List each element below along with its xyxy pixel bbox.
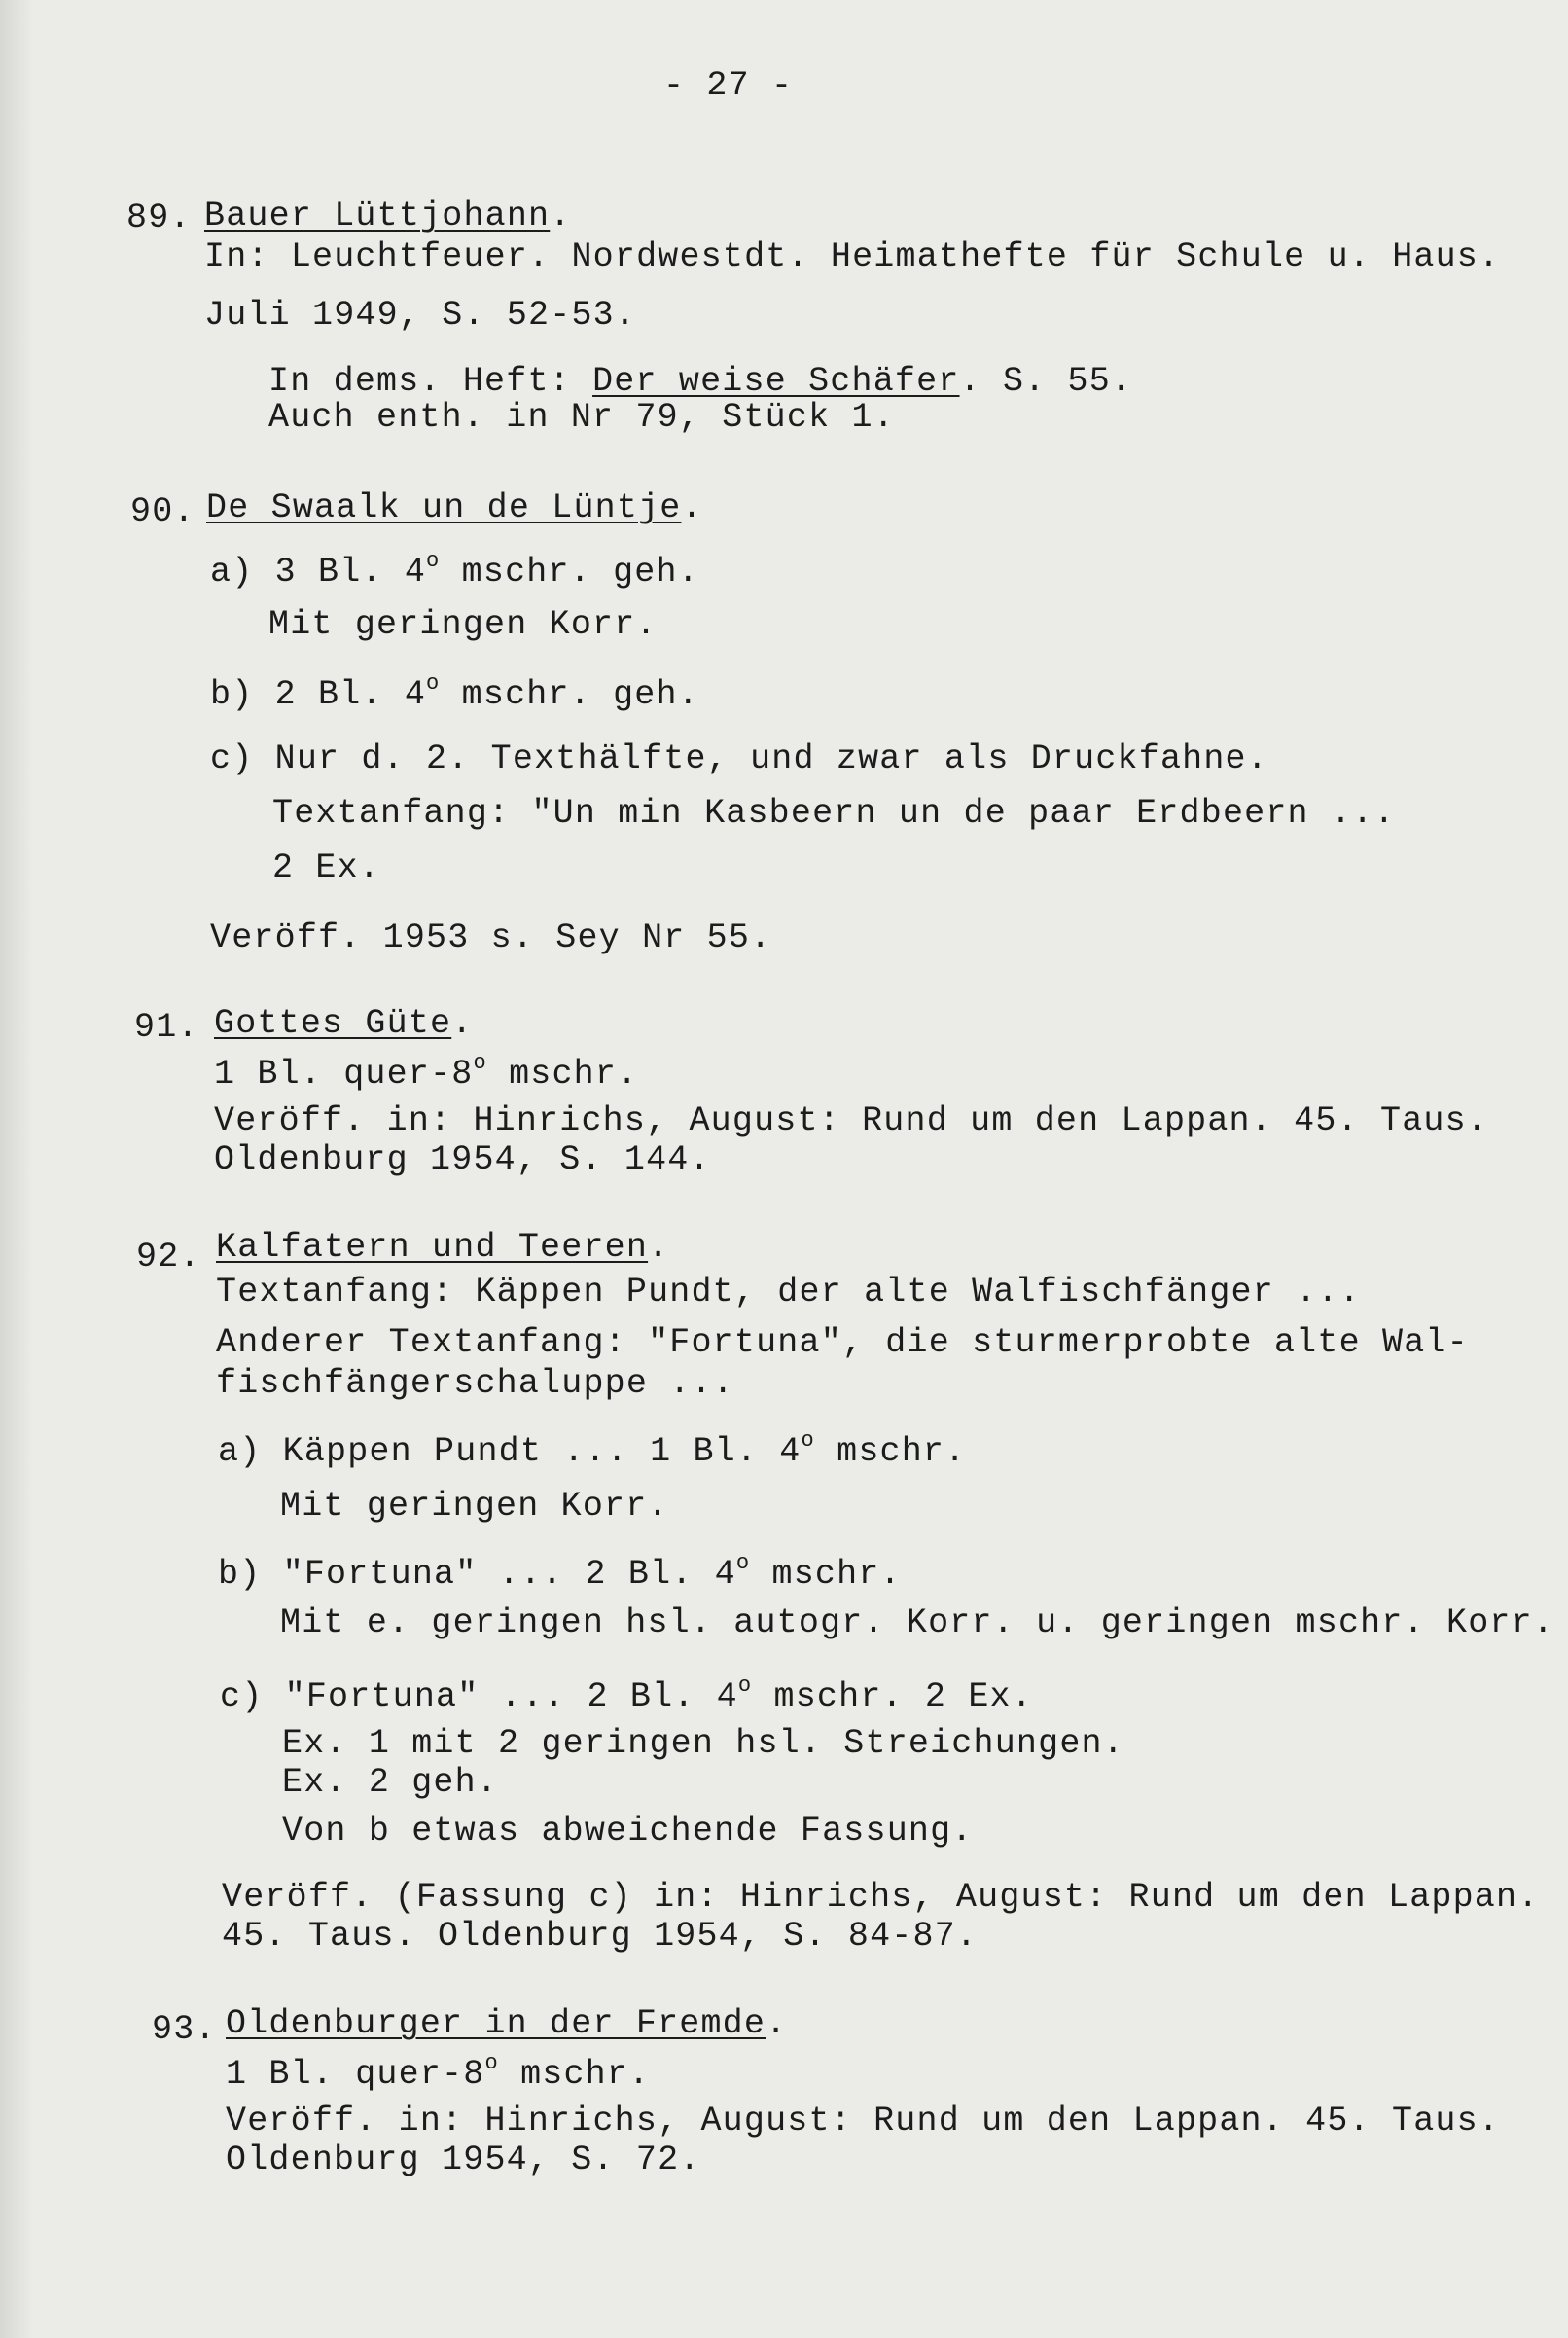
- item-note: Ex. 1 mit 2 geringen hsl. Streichungen.: [282, 1724, 1124, 1763]
- page-number: - 27 -: [663, 66, 794, 105]
- degree-mark: o: [735, 1551, 751, 1575]
- publication-line: Oldenburg 1954, S. 144.: [214, 1140, 711, 1179]
- title-period: .: [681, 488, 703, 527]
- title-period: .: [648, 1228, 670, 1267]
- description-line: [226, 2051, 651, 2094]
- note-suffix: . S. 55.: [959, 362, 1133, 401]
- item-b: [210, 671, 699, 714]
- entry-title-line: [226, 2004, 787, 2043]
- degree-mark: o: [473, 1051, 487, 1075]
- binding-shadow: [0, 0, 33, 2338]
- item-text: a) Käppen Pundt ... 1 Bl. 4: [218, 1432, 802, 1471]
- item-text: b) 2 Bl. 4: [210, 675, 427, 714]
- publication-line: Veröff. in: Hinrichs, August: Rund um den Lappan. 45. Taus.: [214, 1101, 1489, 1140]
- item-text: b) "Fortuna" ... 2 Bl. 4: [218, 1555, 736, 1594]
- entry-number: 93.: [152, 2010, 217, 2049]
- entry-title: Kalfatern und Teeren: [216, 1228, 649, 1267]
- note-line: [268, 362, 1132, 401]
- title-period: .: [550, 197, 572, 235]
- item-note: Von b etwas abweichende Fassung.: [282, 1812, 974, 1851]
- item-note: Textanfang: "Un min Kasbeern un de paar Erdbeern ...: [272, 794, 1396, 833]
- description-line: [214, 1051, 639, 1094]
- item-note: 2 Ex.: [272, 848, 381, 887]
- text-incipit: fischfängerschaluppe ...: [216, 1364, 734, 1403]
- entry-title: Oldenburger in der Fremde: [226, 2004, 766, 2043]
- item-text: 1 Bl. quer-8: [226, 2055, 485, 2094]
- entry-number: 90.: [130, 492, 196, 531]
- item-text: mschr.: [814, 1432, 967, 1471]
- entry-title: De Swaalk un de Lüntje: [206, 488, 682, 527]
- item-c: c) Nur d. 2. Texthälfte, und zwar als Druckfahne.: [210, 739, 1268, 778]
- item-b: [218, 1551, 902, 1594]
- degree-mark: o: [484, 2051, 499, 2075]
- entry-number: 92.: [136, 1238, 201, 1277]
- degree-mark: o: [737, 1673, 753, 1698]
- title-period: .: [766, 2004, 788, 2043]
- entry-title-line: [216, 1228, 669, 1267]
- item-note: Mit geringen Korr.: [280, 1487, 669, 1526]
- degree-mark: o: [801, 1428, 815, 1453]
- item-text: c) "Fortuna" ... 2 Bl. 4: [220, 1677, 738, 1716]
- source-line: In: Leuchtfeuer. Nordwestdt. Heimathefte für Schule u. Haus.: [204, 237, 1501, 276]
- item-note: Mit e. geringen hsl. autogr. Korr. u. geringen mschr. Korr.: [280, 1603, 1555, 1642]
- publication-line: Veröff. 1953 s. Sey Nr 55.: [210, 918, 772, 957]
- entry-title-line: [204, 197, 571, 235]
- item-text: mschr.: [750, 1555, 902, 1594]
- item-note: Ex. 2 geh.: [282, 1763, 499, 1802]
- item-c: [220, 1673, 1033, 1716]
- entry-title-line: [206, 488, 703, 527]
- entry-title-line: [214, 1004, 473, 1043]
- text-incipit: Textanfang: Käppen Pundt, der alte Walfischfänger ...: [216, 1273, 1361, 1312]
- degree-mark: o: [426, 671, 441, 696]
- item-text: a) 3 Bl. 4: [210, 553, 427, 592]
- item-a: [218, 1428, 967, 1471]
- publication-line: 45. Taus. Oldenburg 1954, S. 84-87.: [222, 1917, 979, 1956]
- entry-number: 91.: [134, 1008, 199, 1047]
- item-text: mschr.: [498, 2055, 651, 2094]
- entry-title: Gottes Güte: [214, 1004, 452, 1043]
- entry-title: Bauer Lüttjohann: [204, 197, 551, 235]
- item-text: mschr.: [486, 1055, 639, 1094]
- note-title: Der weise Schäfer: [592, 362, 960, 401]
- degree-mark: o: [426, 549, 441, 573]
- publication-line: Veröff. (Fassung c) in: Hinrichs, August: Rund um den Lappan.: [222, 1878, 1540, 1917]
- item-text: 1 Bl. quer-8: [214, 1055, 474, 1094]
- entry-number: 89.: [126, 198, 192, 237]
- item-text: mschr. geh.: [440, 675, 699, 714]
- publication-line: Oldenburg 1954, S. 72.: [226, 2140, 701, 2179]
- source-date: Juli 1949, S. 52-53.: [204, 296, 637, 335]
- item-note: Mit geringen Korr.: [268, 605, 658, 644]
- item-text: mschr. 2 Ex.: [752, 1677, 1033, 1716]
- item-a: [210, 549, 699, 592]
- note-prefix: In dems. Heft:: [268, 362, 593, 401]
- title-period: .: [451, 1004, 474, 1043]
- item-text: mschr. geh.: [440, 553, 699, 592]
- text-incipit: Anderer Textanfang: "Fortuna", die sturmerprobte alte Wal-: [216, 1323, 1469, 1362]
- publication-line: Veröff. in: Hinrichs, August: Rund um den Lappan. 45. Taus.: [226, 2102, 1501, 2140]
- note-line: Auch enth. in Nr 79, Stück 1.: [268, 398, 895, 437]
